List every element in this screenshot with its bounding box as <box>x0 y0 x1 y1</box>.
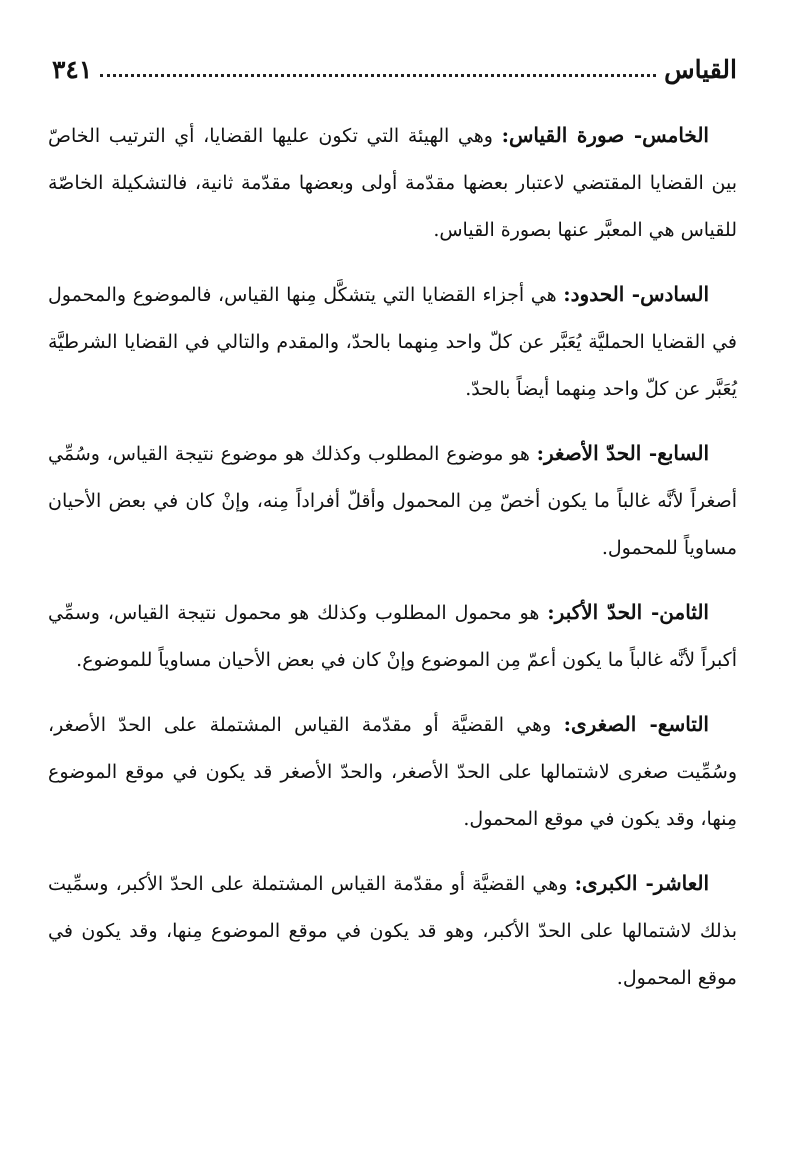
term-heading: الثامن- الحدّ الأكبر: <box>547 600 709 624</box>
paragraph-ninth-minor-premise <box>48 701 737 843</box>
paragraph-text: هو محمول المطلوب وكذلك هو محمول نتيجة القياس، وسمِّي أكبراً لأنَّه غالباً ما يكون أعمّ مِن الموضوع وإنْ كان في بعض الأحيان مساوياً للموضوع. <box>48 602 737 671</box>
paragraph-text: هي أجزاء القضايا التي يتشكَّل مِنها القياس، فالموضوع والمحمول في القضايا الحمليَّة يُعَبَّر عن كلّ واحد مِنهما بالحدّ، والمقدم والتالي في القضايا الشرطيَّة يُعَبَّر عن كلّ واحد مِنهما أيضاً بالحدّ. <box>48 284 737 400</box>
paragraph-seventh-minor-term <box>48 430 737 572</box>
term-heading: السادس- الحدود: <box>563 282 709 306</box>
running-header <box>52 42 737 82</box>
paragraph-eighth-major-term <box>48 589 737 684</box>
running-title: القياس <box>664 55 737 84</box>
term-heading: العاشر- الكبرى: <box>574 871 709 895</box>
term-heading: السابع- الحدّ الأصغر: <box>536 441 709 465</box>
paragraph-sixth-terms <box>48 271 737 413</box>
term-heading: التاسع- الصغرى: <box>563 712 709 736</box>
page-number: ٣٤١ <box>52 55 93 84</box>
dotted-leader <box>100 74 656 77</box>
paragraph-text: هو موضوع المطلوب وكذلك هو موضوع نتيجة القياس، وسُمِّي أصغراً لأنَّه غالباً ما يكون أخصّ مِن المحمول وأقلّ أفراداً مِنه، وإنْ كان في بعض الأحيان مساوياً للمحمول. <box>48 443 737 559</box>
paragraph-text: وهي القضيَّة أو مقدّمة القياس المشتملة على الحدّ الأكبر، وسمِّيت بذلك لاشتمالها على الحدّ الأكبر، وهو قد يكون في موقع الموضوع مِنها، وقد يكون في موقع المحمول. <box>48 873 737 989</box>
paragraph-fifth-form <box>48 112 737 254</box>
term-heading: الخامس- صورة القياس: <box>501 123 709 147</box>
paragraph-text: وهي القضيَّة أو مقدّمة القياس المشتملة على الحدّ الأصغر، وسُمِّيت صغرى لاشتمالها على الحدّ الأصغر، والحدّ الأصغر قد يكون في موقع الموضوع مِنها، وقد يكون في موقع المحمول. <box>48 714 737 830</box>
page-body <box>48 112 737 1019</box>
paragraph-text: وهي الهيئة التي تكون عليها القضايا، أي الترتيب الخاصّ بين القضايا المقتضي لاعتبار بعضها مقدّمة أولى وبعضها مقدّمة ثانية، فالتشكيلة الخاصّة للقياس هي المعبَّر عنها بصورة القياس. <box>48 125 737 241</box>
paragraph-tenth-major-premise <box>48 860 737 1002</box>
